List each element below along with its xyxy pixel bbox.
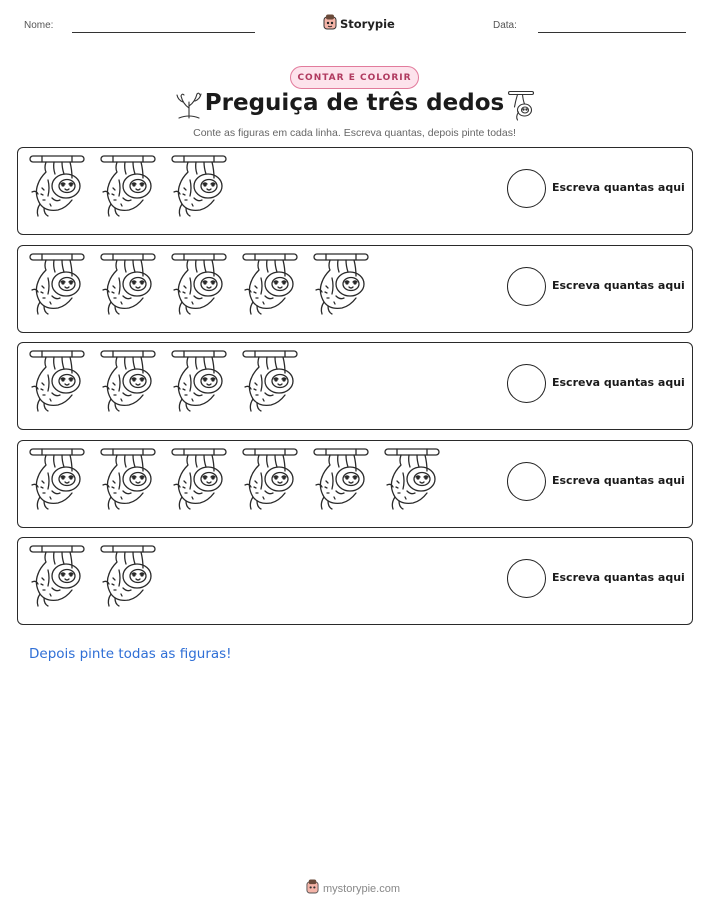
sloth-figure[interactable] [170,252,228,320]
answer-label: Escreva quantas aqui [552,278,685,292]
answer-circle[interactable] [507,169,546,208]
answer-circle[interactable] [507,462,546,501]
coloring-instruction: Depois pinte todas as figuras! [29,646,232,662]
sloth-figure[interactable] [241,252,299,320]
sloth-group [28,544,157,612]
page-title: Preguiça de três dedos [204,90,505,116]
sloth-figure[interactable] [170,349,228,417]
sloth-figure[interactable] [99,154,157,222]
sloth-group [28,252,370,320]
footer-site: mystorypie.com [323,882,401,895]
sloth-figure[interactable] [28,154,86,222]
sloth-figure[interactable] [99,349,157,417]
sloth-figure[interactable] [28,447,86,515]
sloth-group [28,447,441,515]
counting-row [17,147,693,235]
answer-circle[interactable] [507,364,546,403]
answer-label: Escreva quantas aqui [552,571,685,584]
counting-rows [17,147,693,635]
answer-circle[interactable] [507,559,546,598]
sloth-figure[interactable] [28,544,86,612]
name-label: Nome: [24,20,54,31]
sloth-figure[interactable] [383,447,441,515]
sloth-figure[interactable] [99,252,157,320]
storypie-logo-icon [306,879,319,898]
category-badge: CONTAR E COLORIR [290,66,419,89]
answer-label: Escreva quantas aqui [552,473,685,487]
sloth-figure[interactable] [99,544,157,612]
sloth-figure[interactable] [170,154,228,222]
counting-row [17,537,693,625]
sloth-figure[interactable] [241,447,299,515]
sloth-group [28,154,228,222]
brand-name: Storypie [340,17,395,31]
answer-circle[interactable] [507,267,546,306]
name-line[interactable] [72,32,255,33]
sloth-figure[interactable] [99,447,157,515]
answer-label: Escreva quantas aqui [552,181,685,194]
sloth-icon [504,90,538,126]
date-label: Data: [493,20,517,31]
sloth-group [28,349,299,417]
answer-label: Escreva quantas aqui [552,376,685,389]
sloth-figure[interactable] [28,252,86,320]
counting-row [17,245,693,333]
sloth-figure[interactable] [312,447,370,515]
instructions: Conte as figuras em cada linha. Escreva quantas, depois pinte todas! [193,127,516,139]
counting-row [17,342,693,430]
brand [323,14,395,34]
sloth-figure[interactable] [170,447,228,515]
sloth-figure[interactable] [312,252,370,320]
footer [306,879,400,898]
date-line[interactable] [538,32,686,33]
storypie-logo-icon [323,14,337,34]
sloth-figure[interactable] [241,349,299,417]
counting-row [17,440,693,528]
sloth-figure[interactable] [28,349,86,417]
